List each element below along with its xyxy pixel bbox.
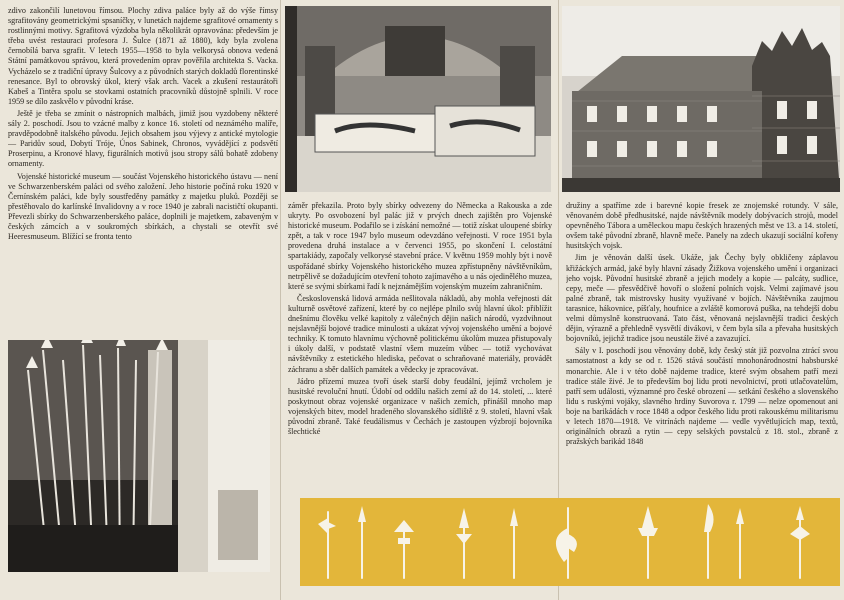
partisan-icon [638, 506, 658, 578]
paragraph: Vojenské historické museum — součást Vojenského historického ústavu — není ve Schwarzenberském paláci od svého založení. Jeho historie počíná roku 1920 v Černínském paláci, kde byly soustředěny památky z majetku pluků. Později se přestěhovalo do karlínské Invalidovny a v roce 1940 je zabrali nacističtí okupanti. Převezli sbírky do Schwarzenberského paláce, doplnili je majetkem, zabaveným v českých zámcích a v soukromých sbírkách, a chystali se otevřít své Heeresmuseum. Blížící se fronta tento [8, 171, 278, 242]
paragraph: záměr překazila. Proto byly sbírky odvezeny do Německa a Rakouska a zde ukryty. Po osvobození byl palác již v prvých dnech zajištěn pro Vojenské historické museum. Podařilo se i získání nemožné — totiž získat uloupené sbírky zpět, a tak v roce 1947 bylo museum odevzdáno veřejnosti. V roce 1951 byla provedena druhá instalace a v červenci 1955, po skončení I. celostátní spartakiády, započaly velkorysé stavební práce. V květnu 1959 mohly být i nově uspořádané sbírky Vojenského historického muzea zpřístupněny návštěvníkům, netrpělivě se dožadujícím otevření tohoto zajímavého a u nás ojedinělého muzea, které se svými sbírkami řadí k nejznámějším vojenským muzeím zahraničním. [288, 201, 552, 291]
spear-icon [510, 508, 518, 578]
battle-axe-icon [556, 508, 577, 578]
museum-hall-photo [285, 6, 551, 192]
halberd-icon [318, 512, 336, 578]
voulge-icon [736, 508, 744, 578]
paragraph: družiny a spatříme zde i barevné kopie fresek ze znojemské rotundy. V sále, věnovaném době předhusitské, najde návštěvník modely dobývacích strojů, model opevněného Tábora a uměleckou mapu českých hrazených měst ve 13. a 14. století, ovšem také původní zbraně, hlavně meče. Panely na zdech ukazují sociální kořeny husitských vojsk. [566, 201, 838, 251]
weapons-band [300, 498, 840, 586]
palace-exterior-photo [562, 6, 840, 192]
paragraph: Jádro přízemí muzea tvoří úsek starší doby feudální, jejímž vrcholem je husitské revoluční hnutí. Údobí od oddílu našich zemí až do 14. století, ... které poskytnout obraz vojenské organizace v našich zemích, přinášíl mnoho map vojenských bitev, model hradeného slovanského sídliště z 9. století, hlavní však původní zbraně. Také feudálismus v Čechách je zastoupen výzbrojí bojovníka šlechtické [288, 376, 552, 437]
bill-icon [790, 506, 810, 578]
glaive-icon [704, 504, 714, 578]
right-text-column [566, 201, 838, 489]
paragraph: Ještě je třeba se zmínit o nástropních malbách, jimiž jsou vyzdobeny některé sály 2. poschodí. Jsou to vzácné malby z konce 16. století od neznámého malíře, pravděpodobně italského původu. Jejich obsahem jsou výjevy z antické mytologie — Paridův soud, Dobytí Tróje, Únos Sabinek, Chronos, vyvádějící z podsvětí Proserpinu, a Kronové hlavy, figurálních motivů jsou stropy sálů bohatě zdobeny ornamenty. [8, 108, 278, 169]
weapons-rack-photo [8, 340, 270, 572]
paragraph: Sály v I. poschodí jsou věnovány době, kdy český stát již pozvolna ztrácí svou samostatnost a kdy se od r. 1526 stává součástí mnohonárodnostní habsburské monarchie. Ale i v této době najdeme tradice, které svým obsahem patří mezi tradice stále živé. Je to především boj lidu proti nevolnictví, proti utlačovatelům, patří sem události, významné pro české obrození — setkání českého a slovenského lidu s ruskými vojáky, slavného hrdiny Suvorova r. 1799 — nelze opomenout ani boje na barikádách v roce 1848 a odpor českého lidu proti rakouskému militarismu v letech 1870—1918. Ve vitrínách najdeme — vedle vyvětlujících map, textů, originálních obrazů a rytin — cepy selských povstalců z 18. stol., zbraně z pražských barikád 1848 [566, 346, 838, 447]
middle-text-column [288, 201, 552, 489]
left-text-column [8, 6, 278, 336]
spear-icon [358, 506, 366, 578]
paragraph: Československá lidová armáda nešlitovala nákladů, aby mohla veřejnosti dát kulturně osvětové zařízení, které by co nejlépe plnilo svůj hlavní úkol: přiblížit dnešnímu člověku velké kapitoly z válečných dějin našich národů, vyzdvihnout nejslavnější bojové tradice minulosti a ukázat vývoj vojenského umění a bojové techniky. K tomuto hlavnímu výchovně politickému úkolům muzea přistupovaly i úkoly další, v podstatě vlastní všem muzeím vůbec — totiž vychovávat návštěvníky z estetického hlediska, pečovat o schraňované materiály, provádět záchranu a sběr dalších památek a vědecky je zpracovávat. [288, 293, 552, 374]
lance-icon [456, 508, 472, 578]
fold-line [280, 0, 281, 600]
paragraph: zdivo zakončilí lunetovou římsou. Plochy zdiva paláce byly až do výše římsy sgrafitovány geometrickými spsaníčky, v lunetách najdeme sgrafitové ornamenty s rostlinnými motivy. Sgrafitová výzdoba byla několikrát opravována: především je třeba uvést restauraci profesora J. Šulce (1871 až 1880), kdy byla zvolena černobílá barva sgrafit. V letech 1955—1958 to byla velkorysá obnova vedená Státní památkovou správou, která provedením oprav pověřila architekta S. Vacka. Vycházelo se z tradiční úpravy Šulcovy a z původních starých dokladů florentinské renesance. Byl to obrovský úkol, který však arch. Vacek a zkušení restaurátoři Kabeš a Tintěra spolu se stovkami ostatních pracovníků důstojně splnili. V roce 1959 se dílo zaskvělo v původní kráse. [8, 6, 278, 106]
paragraph: Jim je věnován další úsek. Ukáže, jak Čechy byly obkličeny záplavou křižáckých armád, jaké byly hlavní zásady Žižkova vojenského umění i organizaci jeho vojsk. Původní husitské zbraně a jejich modely a kopie — palcáty, sudlice, cepy, meče — přesvědčivě hovoří o složení polních vojsk. Velmi zajímavé jsou palné zbraně, tak mistrovsky husity využívané v bojích. Návštěvníka zaujmou tarasnice, hákovnice, píšťaly, houfnice a zvláště komorová puška, na tehdejší dobu velmi důmyslně konstruovaná. Tato část, věnovaná nejslavnější tradici českých dějin, výrazně a přehledně vysvětlí divákovi, v čem byla síla a převaha husitských bojovníků, jejichž tradice jsou neustále živé a zavazující. [566, 253, 838, 344]
pike-icon [394, 520, 414, 578]
